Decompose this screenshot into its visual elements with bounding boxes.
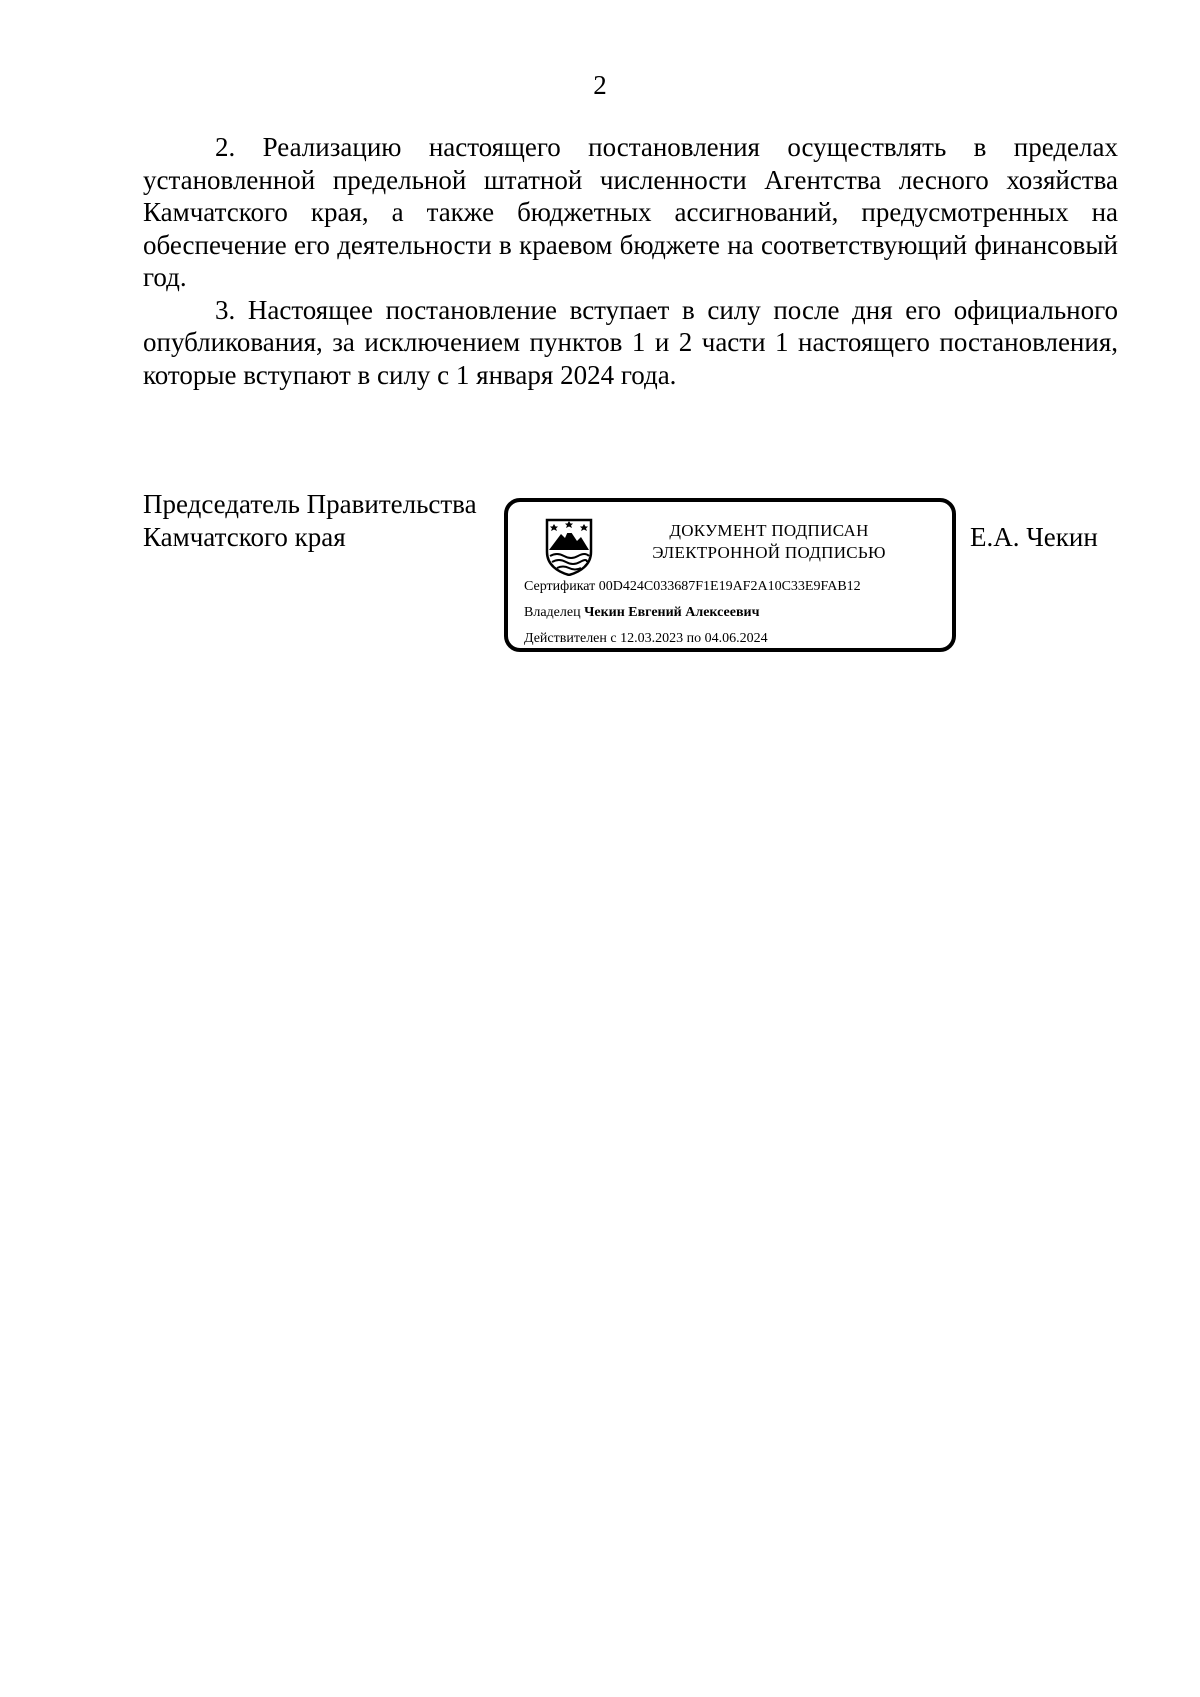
stamp-validity: [524, 630, 768, 648]
signatory-title-line-1: Председатель Правительства: [143, 489, 477, 519]
valid-to-date: 04.06.2024: [704, 631, 768, 646]
valid-from-label: Действителен с: [524, 631, 617, 646]
paragraph-2: 2. Реализацию настоящего постановления осуществлять в пределах установленной предельной штатной численности Агентства лесного хозяйства Камчатского края, а также бюджетных ассигнований, предусмотренных на обеспечение его деятельности в краевом бюджете на соответствующий финансовый год.: [143, 132, 1118, 292]
signatory-title-line-2: Камчатского края: [143, 521, 346, 552]
stamp-owner: [524, 604, 759, 622]
paragraph-3: 3. Настоящее постановление вступает в силу после дня его официального опубликования, за исключением пунктов 1 и 2 части 1 настоящего постановления, которые вступают в силу с 1 января 2024 года.: [143, 294, 1118, 390]
page-number: 2: [593, 70, 607, 100]
signatory-title: [143, 488, 477, 553]
valid-from-date: 12.03.2023: [620, 631, 684, 646]
signatory-name: Е.А. Чекин: [970, 522, 1098, 552]
electronic-signature-stamp: [504, 498, 956, 652]
certificate-value: 00D424C033687F1E19AF2A10C33E9FAB12: [598, 579, 861, 594]
document-body: [143, 131, 1118, 391]
stamp-heading-line-2: ЭЛЕКТРОННОЙ ПОДПИСЬЮ: [652, 543, 886, 562]
stamp-certificate: [524, 578, 861, 596]
certificate-label: Сертификат: [524, 579, 596, 594]
owner-label: Владелец: [524, 605, 581, 620]
stamp-heading-line-1: ДОКУМЕНТ ПОДПИСАН: [669, 521, 869, 540]
valid-to-label: по: [686, 631, 702, 646]
kamchatka-coat-of-arms-icon: [544, 516, 594, 576]
owner-value: Чекин Евгений Алексеевич: [584, 605, 760, 620]
stamp-heading: [604, 520, 934, 564]
